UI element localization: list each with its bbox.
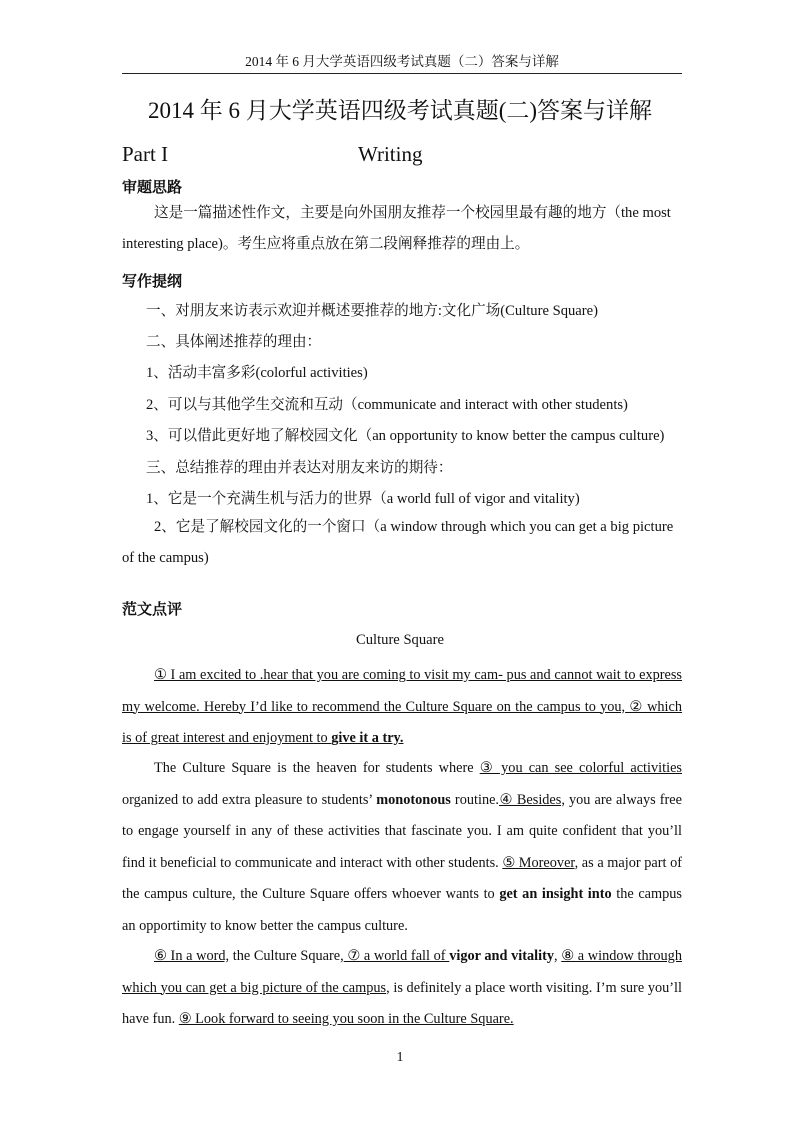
essay-phrase: give it a try. xyxy=(331,730,404,746)
essay-title: Culture Square xyxy=(356,632,444,648)
analysis-text: 这是一篇描述性作文，主要是向外国朋友推荐一个校园里最有趣的地方（the most interesting place)。考生应将重点放在第二段阐释推荐的理由上。 xyxy=(122,205,671,252)
essay-phrase: ⑧ a window through which you can get a big picture of the campus, xyxy=(122,948,682,996)
essay-paragraph-2 xyxy=(122,753,682,942)
essay-paragraph-3 xyxy=(122,941,682,1036)
essay-transition: ④ Besides, xyxy=(499,791,565,808)
essay-phrase: ③ you can see colorful activities xyxy=(479,760,682,776)
analysis-heading: 审题思路 xyxy=(122,178,183,196)
essay-text: routine. xyxy=(450,791,500,808)
outline-item: 二、具体阐述推荐的理由： xyxy=(146,334,322,350)
essay-keyword: monotonous xyxy=(376,791,451,808)
outline-item: 一、对朋友来访表示欢迎并概述要推荐的地方:文化广场(Culture Square) xyxy=(146,303,598,319)
essay-text: the campus an opportimity to know better the campus culture. xyxy=(122,886,682,934)
essay-sentence: ① I am excited to .hear that you are coming to visit my cam- pus and cannot wait to express my welcome. Hereby I’d like to recommend the Culture Square on the campus to you, xyxy=(122,667,682,715)
essay-transition: ⑥ In a word, xyxy=(154,948,230,964)
outline-heading: 写作提纲 xyxy=(122,272,183,290)
essay-phrase: ⑦ a world fall of xyxy=(343,948,450,964)
essay-text: the Culture Square, xyxy=(229,948,344,964)
outline-item: 2、可以与其他学生交流和互动（communicate and interact with other students) xyxy=(146,397,628,413)
document-title: 2014 年 6 月大学英语四级考试真题(二)答案与详解 xyxy=(147,98,653,123)
outline-item: 1、它是一个充满生机与活力的世界（a world full of vigor and vitality) xyxy=(146,491,580,507)
essay-text: The Culture Square is the heaven for students where xyxy=(154,760,480,776)
essay-text: you are always free to engage yourself in any of these activities that fascinate you. I am quite confident that you’ll find it beneficial to communicate and interact with other students. xyxy=(122,791,682,871)
essay-closing: ⑨ Look forward to seeing you soon in the Culture Square. xyxy=(178,1011,514,1027)
page-number: 1 xyxy=(396,1050,404,1065)
essay-text: as a major part of the campus culture, the Culture Square offers whoever wants to xyxy=(122,854,682,902)
essay-keyword: vigor and vitality xyxy=(449,948,554,964)
outline-item: 三、总结推荐的理由并表达对朋友来访的期待： xyxy=(146,460,453,476)
essay-text: , xyxy=(553,948,562,964)
part-heading xyxy=(122,142,682,167)
essay-keyword: get an insight into xyxy=(499,886,612,902)
part-number: Part I xyxy=(122,142,169,166)
outline-item: 2、它是了解校园文化的一个窗口（a window through which you can get a big picture of the campus) xyxy=(122,519,674,566)
outline-item: 1、活动丰富多彩(colorful activities) xyxy=(146,365,368,381)
part-name: Writing xyxy=(358,142,423,166)
essay-text: organized to add extra pleasure to students’ xyxy=(122,791,377,808)
review-heading: 范文点评 xyxy=(122,600,183,618)
outline-item: 3、可以借此更好地了解校园文化（an opportunity to know better the campus culture) xyxy=(146,428,665,444)
essay-paragraph-1 xyxy=(122,660,682,755)
essay-sentence: ② which is of great interest and enjoyment to xyxy=(122,698,683,746)
running-header: 2014 年 6 月大学英语四级考试真题（二）答案与详解 xyxy=(122,50,682,74)
essay-transition: ⑤ Moreover, xyxy=(502,854,579,871)
essay-text: is definitely a place worth visiting. I’m sure you’ll have fun. xyxy=(122,979,682,1027)
